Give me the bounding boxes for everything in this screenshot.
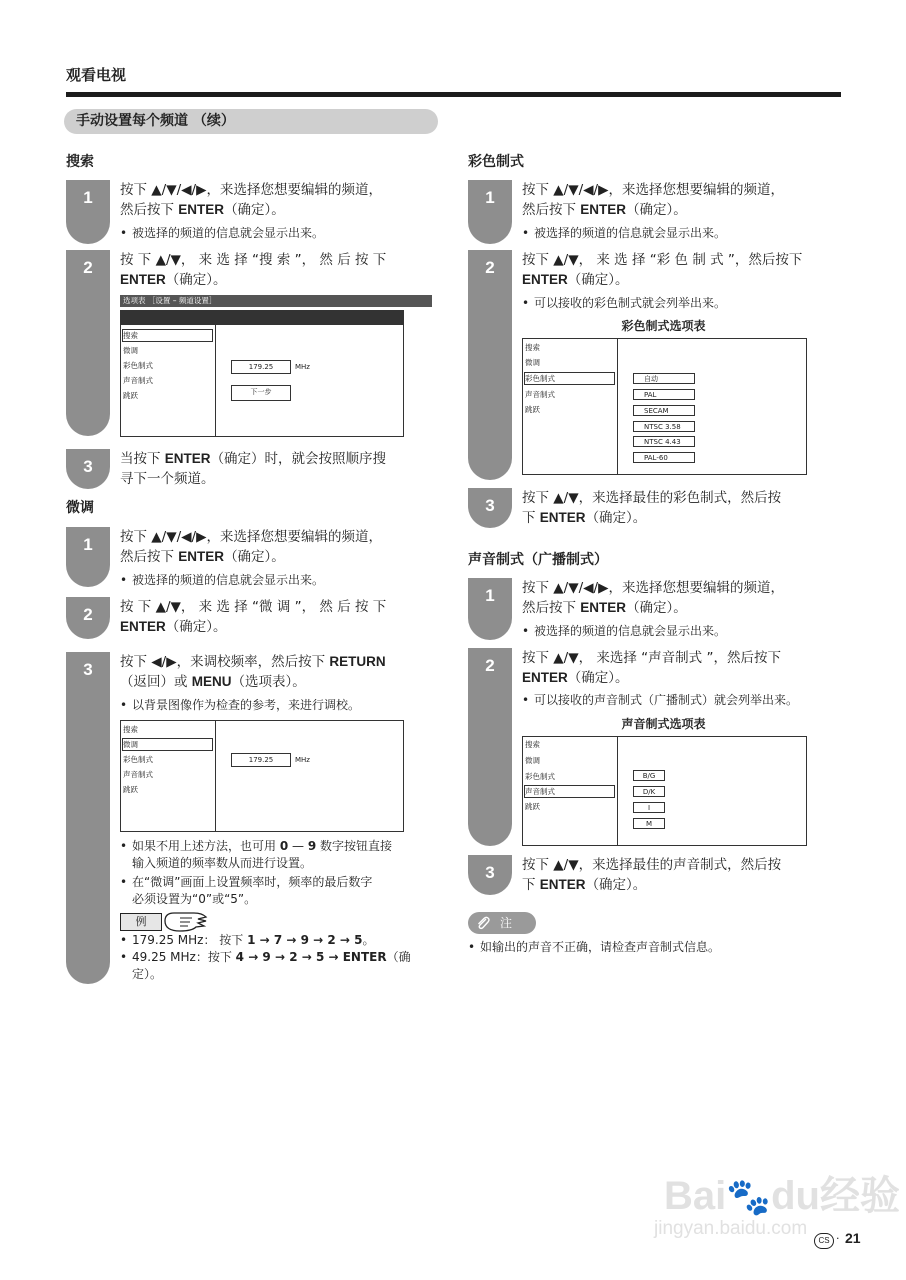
menu-item[interactable]: 跳跃: [525, 802, 540, 811]
table-title: 声音制式选项表: [621, 717, 706, 731]
step-text: 寻下一个频道。: [120, 471, 215, 487]
bullet-text: • 被选择的频道的信息就会显示出来。: [522, 225, 726, 242]
step-text: 按下 ▲/▼/◀/▶，来选择您想要编辑的频道，: [522, 182, 784, 198]
step-badge-2: [468, 250, 512, 480]
menu-item[interactable]: 跳跃: [123, 391, 138, 400]
step-badge-2: [468, 648, 512, 846]
finetune-screen: [120, 720, 404, 832]
example-text: • 179.25 MHz： 按下 1 → 7 → 9 → 2 → 5。: [120, 932, 375, 949]
option-item[interactable]: M: [633, 818, 665, 829]
search-screen: [120, 310, 404, 437]
menu-title-bar: 选项表 ［设置 – 频道设置］: [120, 295, 432, 307]
menu-item[interactable]: 微调: [123, 346, 138, 355]
page-number: 21: [845, 1230, 861, 1246]
option-item[interactable]: PAL-60: [633, 452, 695, 463]
step-number: 2: [485, 656, 495, 675]
bullet-text: • 被选择的频道的信息就会显示出来。: [120, 572, 324, 589]
option-item[interactable]: NTSC 4.43: [633, 436, 695, 447]
step-text: 然后按下 ENTER（确定）。: [522, 600, 687, 616]
bullet-text: • 被选择的频道的信息就会显示出来。: [120, 225, 324, 242]
step-number: 1: [83, 188, 93, 207]
step-text: 按下 ▲/▼/◀/▶，来选择您想要编辑的频道，: [522, 580, 784, 596]
frequency-field[interactable]: 179.25: [231, 753, 291, 767]
tip-text: • 如果不用上述方法，也可用 0 — 9 数字按钮直接 输入频道的频率数从而进行设置。: [120, 838, 392, 872]
step-text: 下 ENTER（确定）。: [522, 510, 647, 526]
step-text: 按下 ▲/▼/◀/▶，来选择您想要编辑的频道，: [120, 182, 382, 198]
step-text: 按下 ▲/▼， 来选择 “声音制式 ”，然后按下: [522, 650, 781, 666]
color-system-screen: [522, 338, 807, 475]
menu-item[interactable]: 声音制式: [525, 390, 555, 399]
language-badge: CS: [814, 1233, 834, 1249]
tip-text: • 在“微调”画面上设置频率时，频率的最后数字 必须设置为“0”或“5”。: [120, 874, 372, 908]
menu-item[interactable]: 声音制式: [123, 376, 153, 385]
step-badge-3: [66, 449, 110, 489]
pointing-hand-icon: [162, 909, 210, 933]
note-label: 注: [500, 916, 513, 930]
step-badge-3: [66, 652, 110, 984]
note-text: • 如输出的声音不正确，请检查声音制式信息。: [468, 939, 720, 956]
option-item[interactable]: NTSC 3.58: [633, 421, 695, 432]
option-item[interactable]: D/K: [633, 786, 665, 797]
menu-item[interactable]: 微调: [525, 756, 540, 765]
step-text: 然后按下 ENTER（确定）。: [120, 202, 285, 218]
step-number: 1: [83, 535, 93, 554]
step-text: ENTER（确定）。: [120, 272, 227, 288]
paperclip-icon: [475, 915, 491, 931]
finetune-heading: 微调: [66, 500, 94, 516]
option-item[interactable]: I: [633, 802, 665, 813]
step-number: 2: [83, 605, 93, 624]
step-text: （返回）或 MENU（选项表）。: [120, 674, 306, 690]
step-badge-2: [66, 597, 110, 639]
step-text: ENTER（确定）。: [120, 619, 227, 635]
step-text: 下 ENTER（确定）。: [522, 877, 647, 893]
unit-label: MHz: [295, 756, 310, 764]
menu-item[interactable]: 微调: [123, 740, 138, 749]
step-text: 按下 ▲/▼/◀/▶，来选择您想要编辑的频道，: [120, 529, 382, 545]
paw-icon: 🐾: [726, 1176, 772, 1217]
step-text: 然后按下 ENTER（确定）。: [120, 549, 285, 565]
option-item[interactable]: B/G: [633, 770, 665, 781]
menu-item[interactable]: 彩色制式: [123, 361, 153, 370]
bullet-text: • 被选择的频道的信息就会显示出来。: [522, 623, 726, 640]
screen-header-bar: [121, 311, 403, 325]
menu-item[interactable]: 声音制式: [525, 787, 555, 796]
menu-item[interactable]: 搜索: [123, 331, 138, 340]
step-text: 按下 ▲/▼，来选择最佳的声音制式，然后按: [522, 857, 782, 873]
step-badge-1: [66, 527, 110, 587]
color-system-heading: 彩色制式: [468, 154, 524, 170]
option-item[interactable]: 自动: [633, 373, 695, 384]
search-heading: 搜索: [66, 154, 94, 170]
menu-item[interactable]: 声音制式: [123, 770, 153, 779]
menu-list: [523, 737, 618, 845]
menu-list: [523, 339, 618, 474]
step-number: 2: [485, 258, 495, 277]
step-number: 3: [485, 496, 495, 515]
menu-item[interactable]: 微调: [525, 358, 540, 367]
step-text: 按下 ◀/▶，来调校频率，然后按下 RETURN: [120, 654, 386, 670]
title-rule: [66, 92, 841, 97]
sound-system-heading: 声音制式（广播制式）: [468, 552, 608, 568]
frequency-field[interactable]: 179.25: [231, 360, 291, 374]
step-text: 按 下 ▲/▼， 来 选 择 “微 调 ”， 然 后 按 下: [120, 599, 387, 615]
step-number: 1: [485, 586, 495, 605]
example-label: 例: [120, 913, 162, 931]
example-text: • 49.25 MHz：按下 4 → 9 → 2 → 5 → ENTER（确 定）。: [120, 949, 411, 983]
menu-item[interactable]: 跳跃: [525, 405, 540, 414]
menu-list: [121, 721, 216, 831]
step-text: 按下 ▲/▼，来选择最佳的彩色制式，然后按: [522, 490, 782, 506]
option-item[interactable]: PAL: [633, 389, 695, 400]
watermark-url: jingyan.baidu.com: [654, 1218, 808, 1239]
page-title: 观看电视: [66, 66, 127, 84]
menu-item[interactable]: 彩色制式: [525, 772, 555, 781]
watermark-brand: Bai🐾du经验: [664, 1173, 900, 1219]
sound-system-screen: [522, 736, 807, 846]
menu-item[interactable]: 跳跃: [123, 785, 138, 794]
next-step-button[interactable]: 下一步: [231, 385, 291, 401]
table-title: 彩色制式选项表: [621, 319, 706, 333]
menu-item[interactable]: 搜索: [525, 740, 540, 749]
step-text: 按下 ▲/▼， 来 选 择 “彩 色 制 式 ”，然后按下: [522, 252, 803, 268]
step-badge-2: [66, 250, 110, 436]
menu-item[interactable]: 彩色制式: [525, 374, 555, 383]
step-badge-3: [468, 488, 512, 528]
step-badge-1: [468, 180, 512, 244]
step-badge-1: [66, 180, 110, 244]
menu-list: [121, 325, 216, 436]
step-number: 3: [83, 457, 93, 476]
step-badge-3: [468, 855, 512, 895]
step-badge-1: [468, 578, 512, 640]
step-number: 3: [485, 863, 495, 882]
unit-label: MHz: [295, 363, 310, 371]
menu-item[interactable]: 搜索: [123, 725, 138, 734]
bullet-text: • 可以接收的声音制式（广播制式）就会列举出来。: [522, 692, 798, 709]
step-text: 当按下 ENTER（确定）时，就会按照顺序搜: [120, 451, 387, 467]
step-text: ENTER（确定）。: [522, 272, 629, 288]
note-badge: [468, 912, 536, 934]
bullet-text: • 以背景图像作为检查的参考，来进行调校。: [120, 697, 360, 714]
step-number: 3: [83, 660, 93, 679]
bullet-text: • 可以接收的彩色制式就会列举出来。: [522, 295, 726, 312]
option-item[interactable]: SECAM: [633, 405, 695, 416]
step-text: ENTER（确定）。: [522, 670, 629, 686]
step-number: 2: [83, 258, 93, 277]
footer-separator: ·: [836, 1232, 840, 1245]
menu-item[interactable]: 搜索: [525, 343, 540, 352]
section-heading: 手动设置每个频道 （续）: [64, 109, 438, 134]
step-text: 然后按下 ENTER（确定）。: [522, 202, 687, 218]
menu-item[interactable]: 彩色制式: [123, 755, 153, 764]
step-text: 按 下 ▲/▼， 来 选 择 “搜 索 ”， 然 后 按 下: [120, 252, 387, 268]
step-number: 1: [485, 188, 495, 207]
